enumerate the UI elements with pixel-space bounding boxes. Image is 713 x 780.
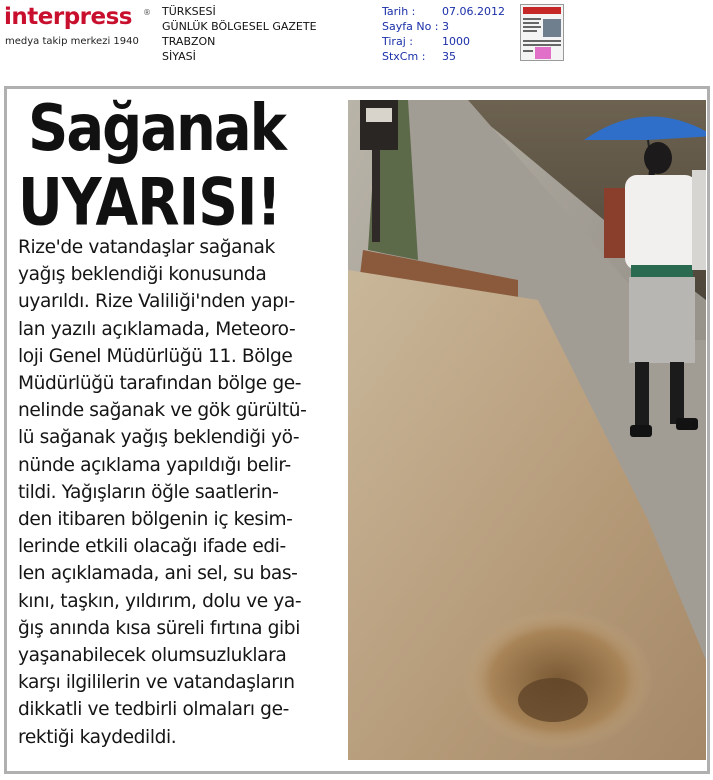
body-line: yağış beklendiği konusunda xyxy=(18,264,267,286)
body-line: karşı ilgililerin ve vatandaşların xyxy=(18,672,295,694)
article-photo xyxy=(348,100,706,760)
thumbnail-highlight xyxy=(535,47,551,59)
thumbnail-masthead xyxy=(523,7,561,14)
body-line: yaşanabilecek olumsuzluklara xyxy=(18,645,287,667)
logo-tagline: medya takip merkezi 1940 xyxy=(5,36,139,47)
body-line: lü sağanak yağış beklendiği yö- xyxy=(18,427,300,449)
article-body xyxy=(18,234,344,751)
person-shirt xyxy=(625,175,697,270)
meta-value: 1000 xyxy=(442,35,470,48)
body-line: Müdürlüğü tarafından bölge ge- xyxy=(18,373,302,395)
drain-splash-core xyxy=(518,678,588,722)
meta-row-date xyxy=(382,4,512,19)
meta-row-stxcm xyxy=(382,49,512,64)
second-person xyxy=(692,170,706,270)
publication-info xyxy=(162,4,317,64)
body-line: loji Genel Müdürlüğü 11. Bölge xyxy=(18,345,293,367)
body-line: rektiği kaydedildi. xyxy=(18,726,177,748)
body-line: dikkatli ve tedbirli olmaları ge- xyxy=(18,699,289,721)
person-shoe-right xyxy=(676,418,698,430)
meta-value: 3 xyxy=(442,20,449,33)
meta-value: 35 xyxy=(442,50,456,63)
person-leg-right xyxy=(670,362,684,424)
meta-key: Tiraj : xyxy=(382,35,413,48)
thumbnail-line xyxy=(523,50,533,52)
body-line: Rize'de vatandaşlar sağanak xyxy=(18,237,275,258)
body-line: lan yazılı açıklamada, Meteoro- xyxy=(18,318,296,340)
thumbnail-line xyxy=(523,40,561,42)
publication-type: GÜNLÜK BÖLGESEL GAZETE xyxy=(162,20,317,33)
thumbnail-line xyxy=(523,30,537,32)
thumbnail-line xyxy=(523,18,541,20)
body-line: nelinde sağanak ve gök gürültü- xyxy=(18,400,307,422)
meta-key: StxCm : xyxy=(382,50,426,63)
logo-wordmark: interpress xyxy=(4,4,132,30)
person-shoe-left xyxy=(630,425,652,437)
publication-name: TÜRKSESİ xyxy=(162,5,216,18)
meta-key: Tarih : xyxy=(382,5,416,18)
person-leg-left xyxy=(635,362,649,430)
interpress-logo xyxy=(4,4,152,50)
person-belt xyxy=(631,265,693,277)
body-line: lerinde etkili olacağı ifade edi- xyxy=(18,536,286,558)
body-line: tildi. Yağışların öğle saatlerin- xyxy=(18,481,279,503)
thumbnail-line xyxy=(523,44,561,46)
body-line: uyarıldı. Rize Valiliği'nden yapı- xyxy=(18,291,295,313)
body-line: kını, taşkın, yıldırım, dolu ve ya- xyxy=(18,590,302,612)
mailbox-label xyxy=(366,108,392,122)
publication-city: TRABZON xyxy=(162,35,216,48)
clipping-meta xyxy=(382,4,512,64)
page-thumbnail[interactable] xyxy=(520,4,564,61)
meta-row-circulation xyxy=(382,34,512,49)
thumbnail-line xyxy=(523,26,541,28)
mailbox-post xyxy=(372,150,380,242)
mailbox xyxy=(360,100,398,150)
meta-value: 07.06.2012 xyxy=(442,5,505,18)
rainy-street-photo xyxy=(348,100,706,760)
thumbnail-line xyxy=(523,22,539,24)
headline-line-2: UYARISI! xyxy=(18,164,281,241)
body-line: nünde açıklama yapıldığı belir- xyxy=(18,454,291,476)
publication-section: SİYASİ xyxy=(162,50,196,63)
person-skirt xyxy=(629,277,695,363)
meta-row-page xyxy=(382,19,512,34)
meta-key: Sayfa No : xyxy=(382,20,439,33)
body-line: den itibaren bölgenin iç kesim- xyxy=(18,509,293,531)
registered-mark: ® xyxy=(143,8,151,17)
thumbnail-photo xyxy=(543,19,561,37)
headline-line-1: Sağanak xyxy=(28,91,285,167)
body-line: ğış anında kısa süreli fırtına gibi xyxy=(18,617,300,639)
person-head xyxy=(644,142,672,174)
body-line: len açıklamada, ani sel, su bas- xyxy=(18,563,298,585)
